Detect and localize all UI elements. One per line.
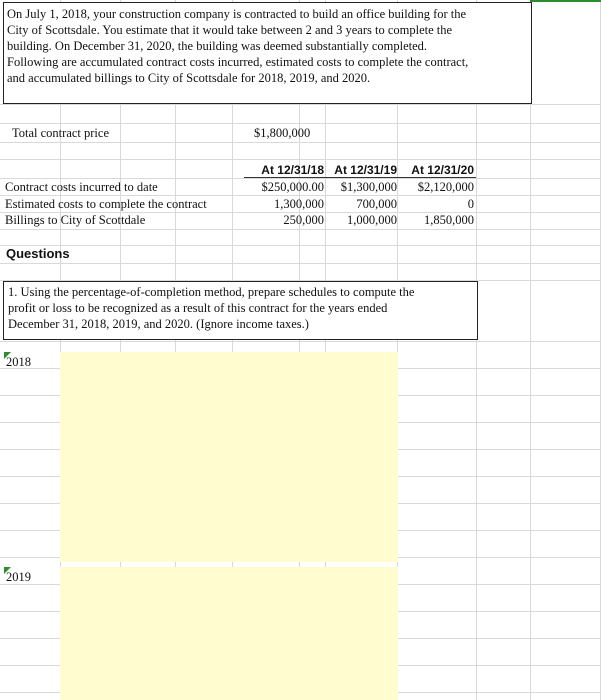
row-label-costs-incurred[interactable]: Contract costs incurred to date (5, 180, 158, 194)
answer-area-2018[interactable] (60, 352, 398, 562)
header-12-31-20[interactable]: At 12/31/20 (411, 163, 474, 177)
intro-line: City of Scottsdale. You estimate that it would take between 2 and 3 years to complete the (7, 23, 453, 37)
cell-estimated-costs-2018[interactable]: 1,300,000 (274, 197, 324, 211)
intro-line: building. On December 31, 2020, the building was deemed substantially completed. (7, 39, 428, 53)
questions-heading[interactable]: Questions (6, 246, 70, 261)
cell-costs-incurred-2020[interactable]: $2,120,000 (417, 180, 474, 194)
header-12-31-18[interactable]: At 12/31/18 (261, 163, 324, 177)
cell-billings-2020[interactable]: 1,850,000 (424, 213, 474, 227)
row-label-billings[interactable]: Billings to City of Scottdale (5, 213, 146, 227)
intro-text-box (3, 2, 532, 104)
cell-costs-incurred-2019[interactable]: $1,300,000 (340, 180, 397, 194)
question-text-box (3, 281, 478, 340)
header-underline (244, 177, 476, 178)
intro-line: Following are accumulated contract costs incurred, estimated costs to complete the contract, (7, 55, 469, 69)
question-line: profit or loss to be recognized as a result of this contract for the years ended (8, 301, 388, 315)
year-label-2018[interactable]: 2018 (6, 355, 31, 369)
total-contract-price-value[interactable]: $1,800,000 (254, 126, 311, 140)
total-contract-price-label[interactable]: Total contract price (12, 126, 109, 140)
year-label-2019[interactable]: 2019 (6, 570, 31, 584)
row-label-estimated-costs[interactable]: Estimated costs to complete the contract (5, 197, 207, 211)
question-line: 1. Using the percentage-of-completion method, prepare schedules to compute the (8, 285, 415, 299)
cell-billings-2018[interactable]: 250,000 (283, 213, 324, 227)
cell-estimated-costs-2020[interactable]: 0 (467, 197, 474, 211)
answer-area-2019[interactable] (60, 567, 398, 700)
intro-line: and accumulated billings to City of Scottsdale for 2018, 2019, and 2020. (7, 71, 371, 85)
cell-estimated-costs-2019[interactable]: 700,000 (356, 197, 397, 211)
cell-billings-2019[interactable]: 1,000,000 (347, 213, 397, 227)
question-line: December 31, 2018, 2019, and 2020. (Ignore income taxes.) (8, 317, 309, 331)
header-12-31-19[interactable]: At 12/31/19 (334, 163, 397, 177)
cell-costs-incurred-2018[interactable]: $250,000.00 (261, 180, 324, 194)
intro-line: On July 1, 2018, your construction company is contracted to build an office building for the (7, 7, 467, 21)
